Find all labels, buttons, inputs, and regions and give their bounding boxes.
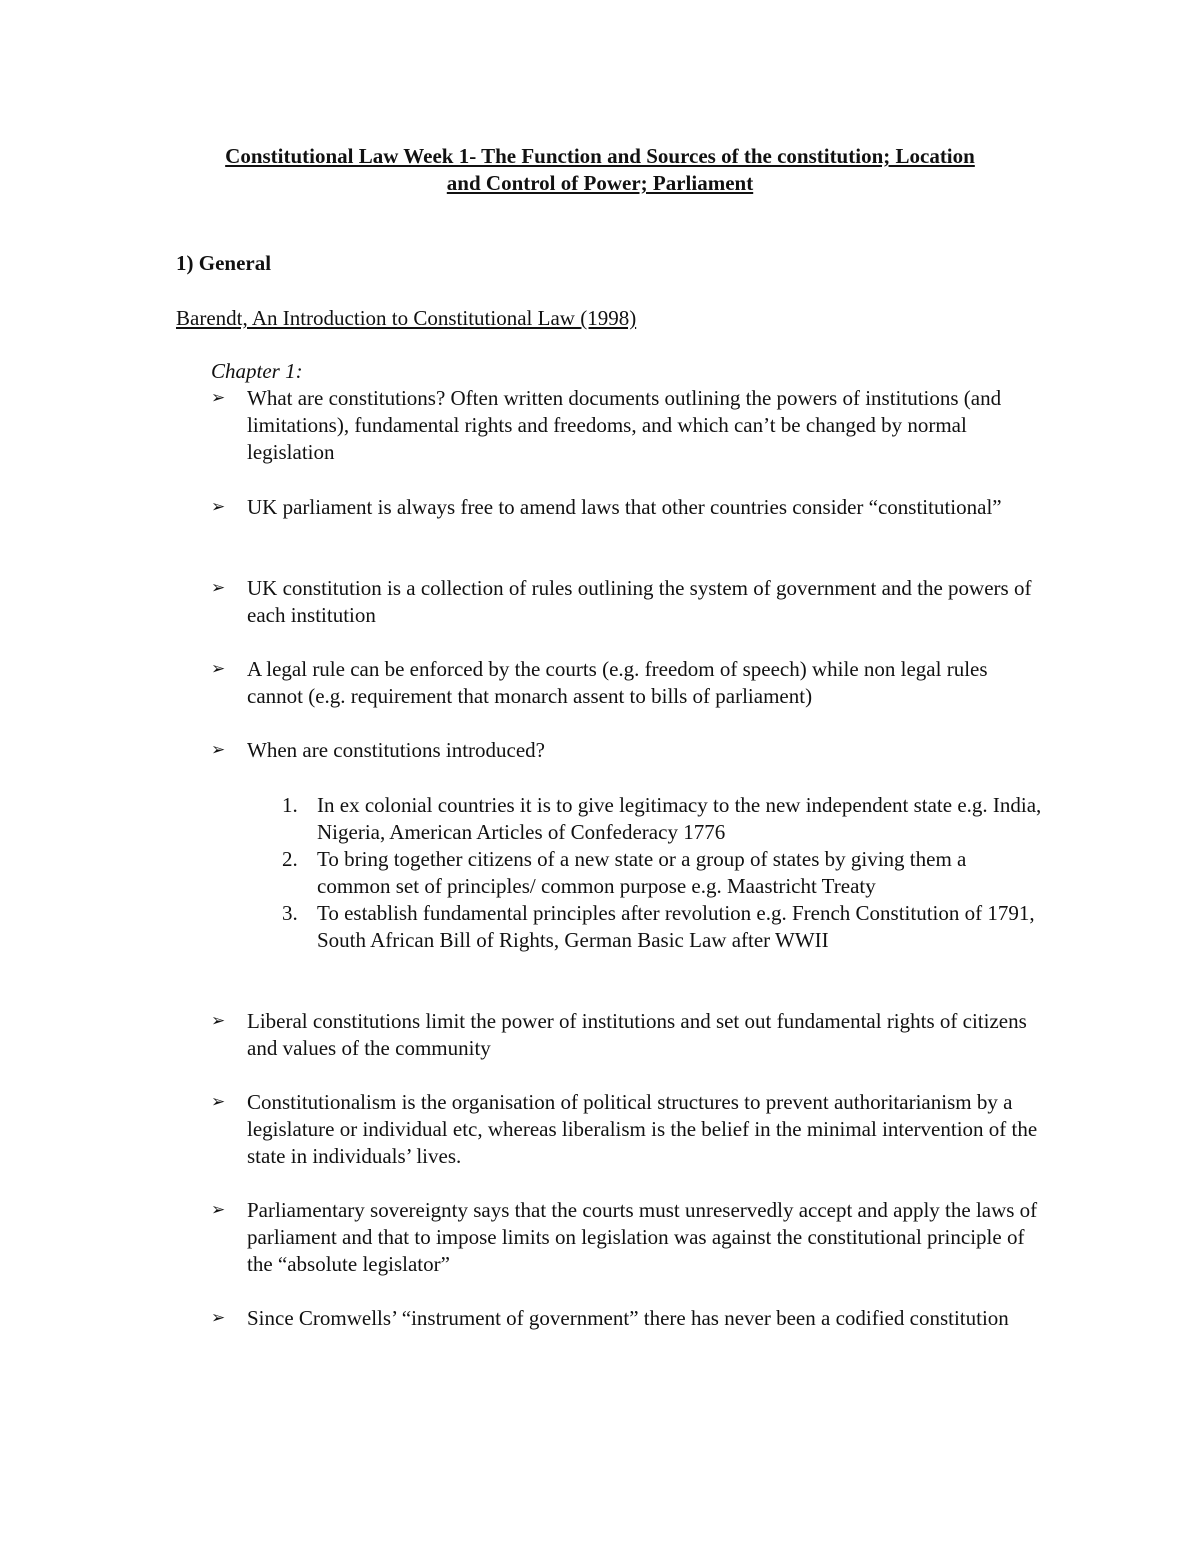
bullet-text: Liberal constitutions limit the power of institutions and set out fundamental rights of citizens and values of the community: [247, 1009, 1027, 1060]
arrow-bullet-icon: ➢: [211, 659, 226, 679]
bullet-item: [211, 1305, 1041, 1332]
bullet-text: UK parliament is always free to amend laws that other countries consider “constitutional”: [247, 495, 1002, 519]
bullet-text: What are constitutions? Often written documents outlining the powers of institutions (and limitations), fundamental rights and freedoms, and which can’t be changed by normal legislation: [247, 386, 1002, 464]
numbered-item: [282, 900, 1042, 954]
bullet-item: [211, 737, 1041, 764]
bullet-item: [211, 656, 1041, 710]
bullet-text: Since Cromwells’ “instrument of government” there has never been a codified constitution: [247, 1306, 1009, 1330]
bullet-text: UK constitution is a collection of rules outlining the system of government and the powers of each institution: [247, 576, 1032, 627]
arrow-bullet-icon: ➢: [211, 1308, 226, 1328]
item-number: 3.: [282, 901, 298, 925]
bullet-item: [211, 494, 1041, 521]
numbered-text: To bring together citizens of a new state or a group of states by giving them a common set of principles/ common purpose e.g. Maastricht Treaty: [317, 847, 967, 898]
numbered-text: To establish fundamental principles after revolution e.g. French Constitution of 1791, South African Bill of Rights, German Basic Law after WWII: [317, 901, 1035, 952]
bullet-item: [211, 385, 1041, 466]
arrow-bullet-icon: ➢: [211, 740, 226, 760]
arrow-bullet-icon: ➢: [211, 497, 226, 517]
bullet-text: A legal rule can be enforced by the courts (e.g. freedom of speech) while non legal rules cannot (e.g. requirement that monarch assent to bills of parliament): [247, 657, 988, 708]
bullet-text: Parliamentary sovereignty says that the courts must unreservedly accept and apply the laws of parliament and that to impose limits on legislation was against the constitutional principle of the “absolute legislator”: [247, 1198, 1038, 1276]
title-line-1: Constitutional Law Week 1- The Function and Sources of the constitution; Location: [225, 144, 975, 168]
document-title: [150, 143, 1050, 197]
chapter-label: Chapter 1:: [211, 359, 303, 383]
bullet-item: [211, 575, 1041, 629]
bullet-text: When are constitutions introduced?: [247, 738, 545, 762]
item-number: 1.: [282, 793, 298, 817]
arrow-bullet-icon: ➢: [211, 1092, 226, 1112]
bullet-item: [211, 1197, 1041, 1278]
source-reference: Barendt, An Introduction to Constitutional Law (1998): [176, 306, 637, 330]
arrow-bullet-icon: ➢: [211, 578, 226, 598]
numbered-text: In ex colonial countries it is to give legitimacy to the new independent state e.g. India, Nigeria, American Articles of Confederacy 1776: [317, 793, 1042, 844]
numbered-item: [282, 846, 1042, 900]
bullet-item: [211, 1008, 1041, 1062]
arrow-bullet-icon: ➢: [211, 1200, 226, 1220]
numbered-item: [282, 792, 1042, 846]
arrow-bullet-icon: ➢: [211, 388, 226, 408]
section-heading: 1) General: [176, 251, 272, 275]
bullet-text: Constitutionalism is the organisation of political structures to prevent authoritarianism by a legislature or individual etc, whereas liberalism is the belief in the minimal intervention of the state in individuals’ lives.: [247, 1090, 1038, 1168]
title-line-2: and Control of Power; Parliament: [446, 171, 754, 195]
item-number: 2.: [282, 847, 298, 871]
bullet-item: [211, 1089, 1041, 1170]
arrow-bullet-icon: ➢: [211, 1011, 226, 1031]
